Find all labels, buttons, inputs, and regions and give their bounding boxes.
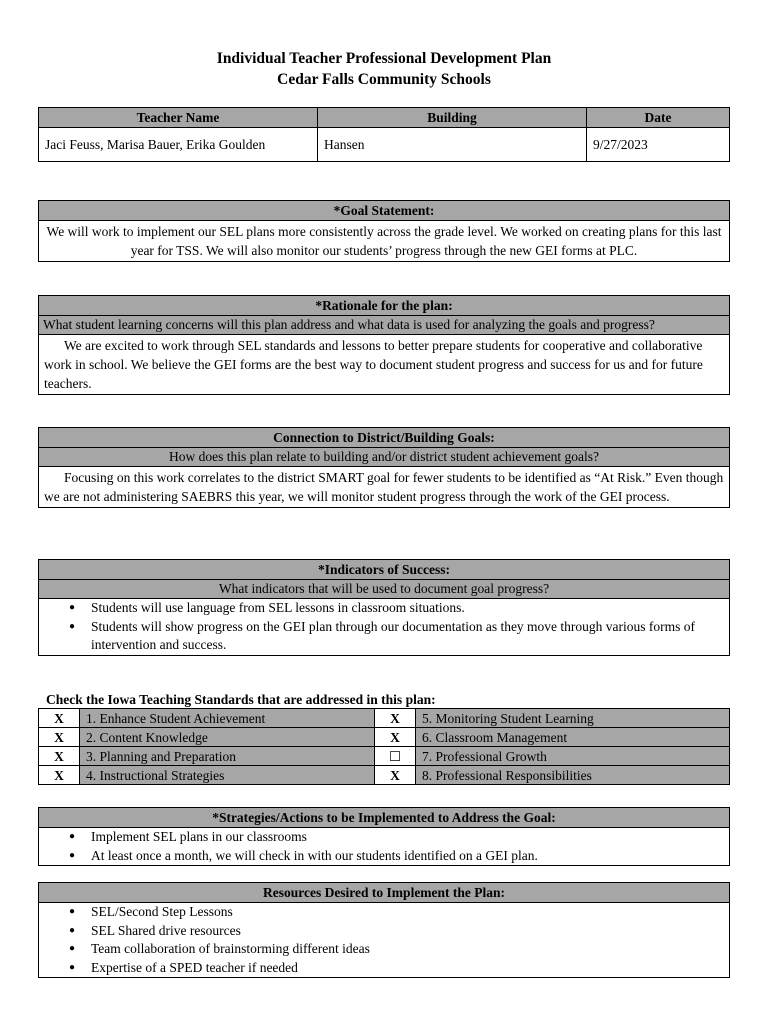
standard-2-check[interactable]: X (39, 728, 80, 747)
document-title (0, 48, 768, 90)
date-header: Date (587, 108, 730, 128)
standard-2-label: 2. Content Knowledge (80, 728, 375, 747)
building-value: Hansen (318, 128, 587, 162)
standard-1-label: 1. Enhance Student Achievement (80, 709, 375, 728)
standard-3-label: 3. Planning and Preparation (80, 747, 375, 766)
standard-1-check[interactable]: X (39, 709, 80, 728)
standard-4-label: 4. Instructional Strategies (80, 766, 375, 785)
goal-statement-header: *Goal Statement: (39, 201, 729, 221)
standard-6-label: 6. Classroom Management (416, 728, 730, 747)
resources-section (38, 882, 730, 978)
rationale-header: *Rationale for the plan: (39, 296, 729, 316)
connection-section (38, 427, 730, 508)
teacher-name-value: Jaci Feuss, Marisa Bauer, Erika Goulden (39, 128, 318, 162)
indicators-section (38, 559, 730, 656)
standard-3-check[interactable]: X (39, 747, 80, 766)
standard-7-checkbox-icon[interactable]: ☐ (375, 747, 416, 766)
standard-5-label: 5. Monitoring Student Learning (416, 709, 730, 728)
indicators-list (39, 599, 729, 655)
strategies-section (38, 807, 730, 866)
rationale-text: We are excited to work through SEL standards and lessons to better prepare students for cooperative and collaborative work in school. We believe the GEI forms are the best way to document student progress and success for us and for future teachers. (44, 338, 703, 391)
connection-text: Focusing on this work correlates to the district SMART goal for fewer students to be identified as “At Risk.” Even though we are not administering SAEBRS this year, we will monitor student progress through the work of the GEI process. (44, 470, 724, 504)
table-row (39, 709, 730, 728)
resources-list (39, 903, 729, 977)
teacher-name-header: Teacher Name (39, 108, 318, 128)
list-item: ● SEL Shared drive resources (49, 922, 729, 941)
rationale-section (38, 295, 730, 395)
standard-4-check[interactable]: X (39, 766, 80, 785)
indicators-header: *Indicators of Success: (39, 560, 729, 580)
list-item: ● SEL/Second Step Lessons (49, 903, 729, 922)
standards-title: Check the Iowa Teaching Standards that are addressed in this plan: (46, 692, 436, 707)
list-item: ● Implement SEL plans in our classrooms (49, 828, 729, 847)
list-item: ● Expertise of a SPED teacher if needed (49, 959, 729, 978)
rationale-prompt: What student learning concerns will this plan address and what data is used for analyzing the goals and progress? (39, 316, 729, 335)
strategies-header: *Strategies/Actions to be Implemented to Address the Goal: (39, 808, 729, 828)
connection-header: Connection to District/Building Goals: (39, 428, 729, 448)
list-item: ● At least once a month, we will check in with our students identified on a GEI plan. (49, 847, 729, 866)
teacher-info-table (38, 107, 730, 162)
strategies-list (39, 828, 729, 865)
building-header: Building (318, 108, 587, 128)
date-value: 9/27/2023 (587, 128, 730, 162)
standard-5-check[interactable]: X (375, 709, 416, 728)
goal-statement-section (38, 200, 730, 262)
resources-header: Resources Desired to Implement the Plan: (39, 883, 729, 903)
list-item: ● Students will show progress on the GEI plan through our documentation as they move through various forms of intervention and success. (49, 618, 729, 655)
table-row (39, 766, 730, 785)
standards-table (38, 708, 730, 785)
standard-6-check[interactable]: X (375, 728, 416, 747)
standard-8-label: 8. Professional Responsibilities (416, 766, 730, 785)
table-row (39, 728, 730, 747)
goal-statement-text: We will work to implement our SEL plans more consistently across the grade level. We worked on creating plans for this last year for TSS. We will also monitor our students’ progress through the new GEI forms at PLC. (46, 224, 722, 258)
table-row (39, 747, 730, 766)
list-item: ● Students will use language from SEL lessons in classroom situations. (49, 599, 729, 618)
standard-8-check[interactable]: X (375, 766, 416, 785)
indicators-prompt: What indicators that will be used to document goal progress? (39, 580, 729, 599)
title-line-2: Cedar Falls Community Schools (277, 71, 491, 88)
list-item: ● Team collaboration of brainstorming different ideas (49, 940, 729, 959)
connection-prompt: How does this plan relate to building and/or district student achievement goals? (39, 448, 729, 467)
standard-7-label: 7. Professional Growth (416, 747, 730, 766)
title-line-1: Individual Teacher Professional Development Plan (216, 50, 552, 67)
